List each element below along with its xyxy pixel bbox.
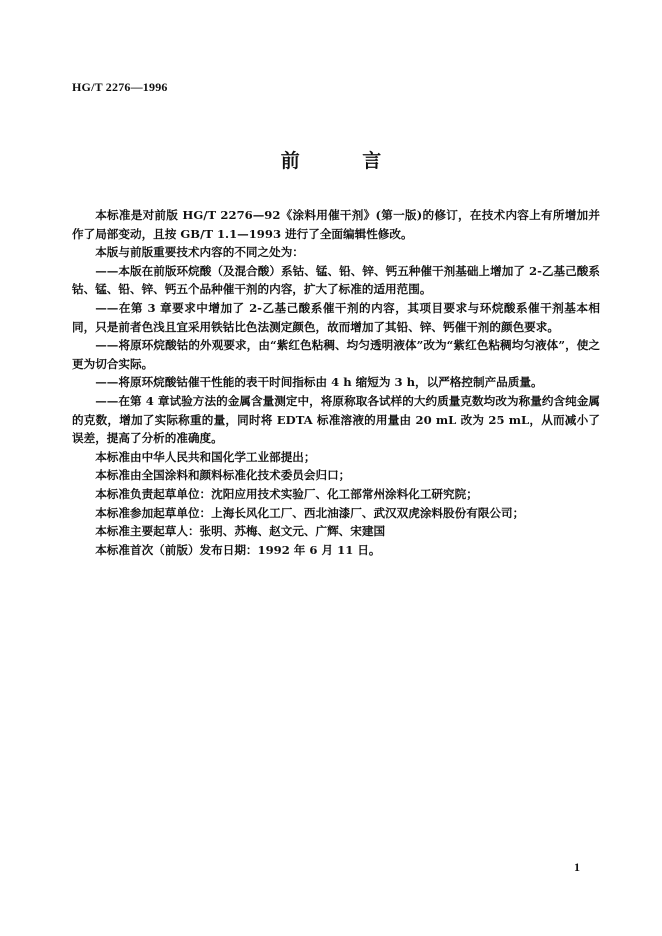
paragraph-difference-4: ——将原环烷酸钴催干性能的表干时间指标由 4 h 缩短为 3 h，以严格控制产品质量。 bbox=[95, 375, 543, 390]
paragraph-difference-5: ——在第 4 章试验方法的金属含量测定中，将原称取各试样的大约质量克数均改为称量约含纯金属的克数，增加了实际称重的量，同时将 EDTA 标准溶液的用量由 20 mL 改为 25 mL，从而减小了误差，提高了分析的准确度。 bbox=[72, 393, 600, 446]
paragraph-difference-2: ——在第 3 章要求中增加了 2-乙基己酸系催干剂的内容，其项目要求与环烷酸系催干剂基本相同，只是前者色浅且宜采用铁钴比色法测定颜色，故而增加了其铅、锌、钙催干剂的颜色要求。 bbox=[72, 300, 600, 334]
paragraph-differences-intro: 本版与前版重要技术内容的不同之处为： bbox=[95, 245, 304, 260]
paragraph-participating-drafters: 本标准参加起草单位：上海长风化工厂、西北油漆厂、武汉双虎涂料股份有限公司； bbox=[95, 505, 525, 520]
standard-code: HG/T 2276—1996 bbox=[72, 80, 168, 94]
paragraph-difference-1: ——本版在前版环烷酸（及混合酸）系钴、锰、铅、锌、钙五种催干剂基础上增加了 2-乙基己酸系钴、锰、铅、锌、钙五个品种催干剂的内容，扩大了标准的适用范围。 bbox=[72, 263, 600, 297]
page-title: 前 言 bbox=[280, 150, 410, 172]
paragraph-centralized-by: 本标准由全国涂料和颜料标准化技术委员会归口； bbox=[95, 468, 351, 483]
page-number: 1 bbox=[574, 860, 580, 874]
paragraph-difference-3: ——将原环烷酸钴的外观要求，由“紫红色粘稠、均匀透明液体”改为“紫红色粘稠均匀液体”，使之更为切合实际。 bbox=[72, 338, 600, 371]
paragraph-main-drafters: 本标准主要起草人：张明、苏梅、赵文元、广辉、宋建国 bbox=[95, 524, 386, 539]
foreword-body bbox=[72, 206, 600, 559]
paragraph-responsible-drafters: 本标准负责起草单位：沈阳应用技术实验厂、化工部常州涂料化工研究院； bbox=[95, 486, 478, 501]
paragraph-first-release-date: 本标准首次（前版）发布日期：1992 年 6 月 11 日。 bbox=[95, 542, 381, 557]
paragraph-proposed-by: 本标准由中华人民共和国化学工业部提出； bbox=[95, 449, 316, 464]
paragraph-revision-intro: 本标准是对前版 HG/T 2276—92《涂料用催干剂》(第一版)的修订，在技术内容上有所增加并作了局部变动，且按 GB/T 1.1—1993 进行了全面编辑性修改。 bbox=[72, 208, 600, 241]
